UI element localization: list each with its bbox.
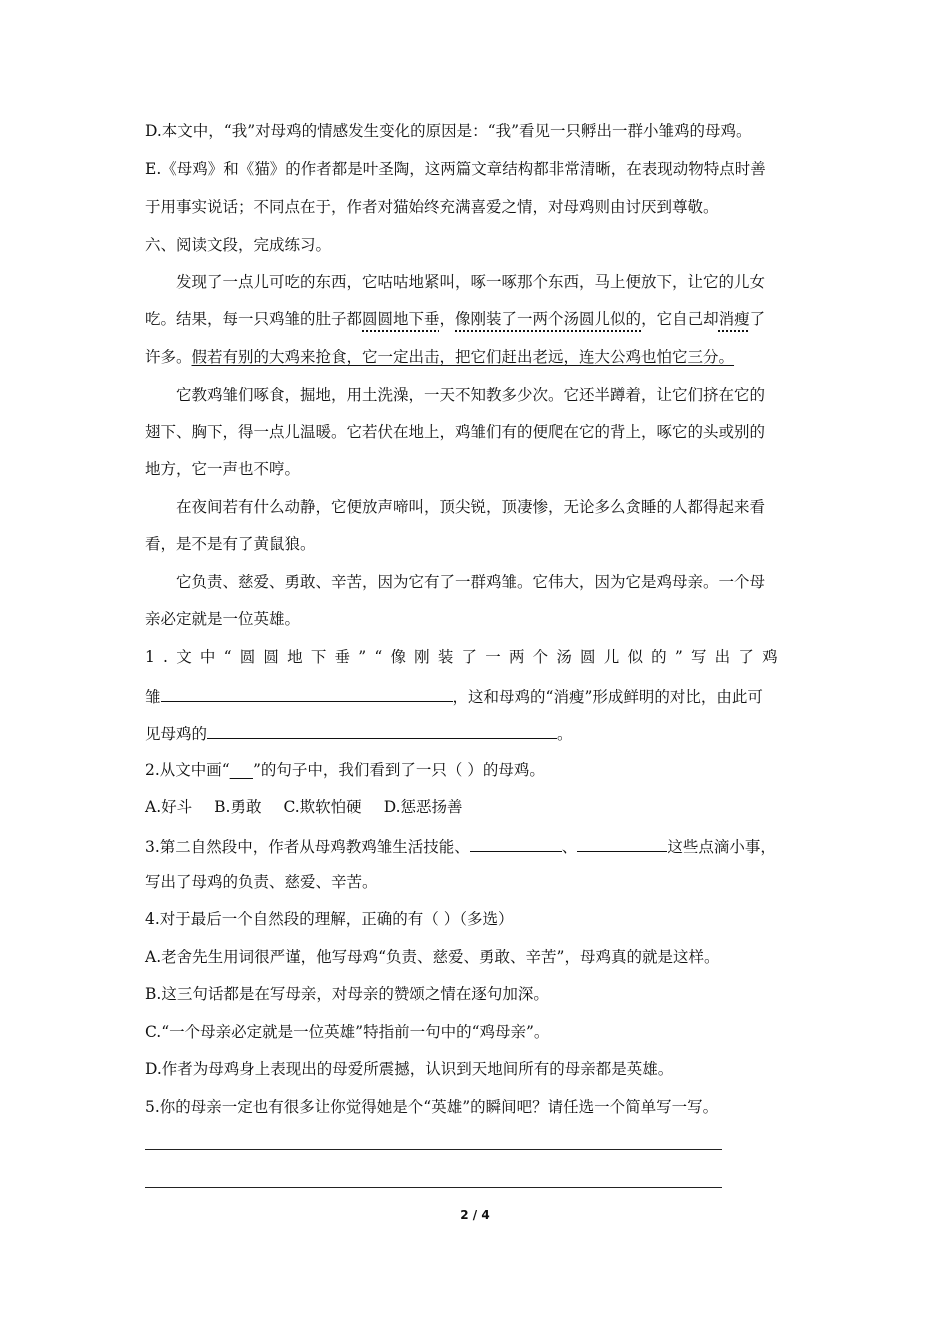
- question-4: 4.对于最后一个自然段的理解，正确的有（ ）（多选）: [145, 910, 514, 928]
- option-c[interactable]: C.欺软怕硬: [283, 798, 362, 816]
- question-4-option-c[interactable]: C.“一个母亲必定就是一位英雄”特指前一句中的“鸡母亲”。: [145, 1023, 550, 1041]
- question-1-line1: 1.文中“圆圆地下垂”“像刚装了一两个汤圆儿似的”写出了鸡: [145, 648, 786, 666]
- option-e-line1: E.《母鸡》和《猫》的作者都是叶圣陶，这两篇文章结构都非常清晰，在表现动物特点时善: [145, 160, 766, 178]
- option-d: D.本文中，“我”对母鸡的情感发生变化的原因是：“我”看见一只孵出一群小雏鸡的母鸡。: [145, 122, 752, 140]
- text-run: 。: [557, 725, 573, 743]
- question-3-line1: [145, 835, 776, 857]
- passage-p1-line2: [145, 309, 765, 329]
- answer-blank[interactable]: [207, 722, 557, 739]
- passage-p1-line1: 发现了一点儿可吃的东西，它咕咕地紧叫，啄一啄那个东西，马上便放下，让它的儿女: [176, 273, 766, 291]
- question-4-option-a[interactable]: A.老舍先生用词很严谨，他写母鸡“负责、慈爱、勇敢、辛苦”，母鸡真的就是这样。: [145, 948, 720, 966]
- text-run: 吃。结果，每一只鸡雏的肚子都: [145, 310, 363, 328]
- emphasis-dotted: 圆圆地下垂: [362, 310, 440, 328]
- question-4-option-b[interactable]: B.这三句话都是在写母亲，对母亲的赞颂之情在逐句加深。: [145, 985, 549, 1003]
- option-e-line2: 于用事实说话；不同点在于，作者对猫始终充满喜爱之情，对母鸡则由讨厌到尊敬。: [145, 198, 719, 216]
- answer-blank[interactable]: [161, 685, 453, 702]
- question-1-line2: [145, 685, 763, 707]
- question-2: [145, 760, 545, 780]
- question-4-option-d[interactable]: D.作者为母鸡身上表现出的母爱所震撼，认识到天地间所有的母亲都是英雄。: [145, 1060, 674, 1078]
- page-number: 2 / 4: [460, 1208, 490, 1222]
- answer-line[interactable]: [145, 1149, 722, 1150]
- text-run: ”的句子中，我们看到了一只（ ）的母鸡。: [252, 761, 545, 779]
- text-run: 2.从文中画“: [145, 761, 230, 779]
- question-5: 5.你的母亲一定也有很多让你觉得她是个“英雄”的瞬间吧？请任选一个简单写一写。: [145, 1098, 719, 1116]
- passage-p2-line1: 它教鸡雏们啄食，掘地，用土洗澡，一天不知教多少次。它还半蹲着，让它们挤在它的: [176, 386, 766, 404]
- text-run: 3.第二自然段中，作者从母鸡教鸡雏生活技能、: [145, 838, 470, 856]
- option-d[interactable]: D.惩恶扬善: [383, 798, 463, 816]
- emphasis-dotted: 像刚装了一两个汤圆儿似的: [455, 310, 642, 328]
- text-run: 了: [749, 310, 766, 328]
- answer-blank[interactable]: [470, 835, 562, 852]
- text-run: ，: [439, 310, 456, 328]
- question-1-line3: [145, 722, 573, 744]
- passage-p2-line3: 地方，它一声也不哼。: [145, 460, 301, 478]
- text-run: 、: [561, 838, 578, 856]
- emphasis-dotted: 消瘦: [718, 310, 750, 328]
- text-run: 见母鸡的: [145, 725, 208, 743]
- passage-p4-line1: 它负责、慈爱、勇敢、辛苦，因为它有了一群鸡雏。它伟大，因为它是鸡母亲。一个母: [176, 573, 766, 591]
- text-run: ，它自己却: [641, 310, 719, 328]
- question-2-options: [145, 797, 485, 817]
- passage-p3-line1: 在夜间若有什么动静，它便放声啼叫，顶尖锐，顶凄惨，无论多么贪睡的人都得起来看: [176, 498, 766, 516]
- underlined-sentence: 假若有别的大鸡来抢食，它一定出击，把它们赶出老远，连大公鸡也怕它三分。: [191, 348, 735, 366]
- passage-p2-line2: 翅下、胸下，得一点儿温暖。它若伏在地上，鸡雏们有的便爬在它的背上，啄它的头或别的: [145, 423, 766, 441]
- question-3-line2: 写出了母鸡的负责、慈爱、辛苦。: [145, 873, 378, 891]
- passage-p3-line2: 看，是不是有了黄鼠狼。: [145, 535, 316, 553]
- text-run: 许多。: [145, 348, 192, 366]
- underline-marker: ___: [229, 761, 253, 779]
- passage-p1-line3: [145, 347, 734, 367]
- option-b[interactable]: B.勇敢: [214, 798, 262, 816]
- text-run: ，这和母鸡的“消瘦”形成鲜明的对比，由此可: [452, 688, 763, 706]
- passage-p4-line2: 亲必定就是一位英雄。: [145, 610, 301, 628]
- text-run: 雏: [145, 688, 161, 706]
- answer-blank[interactable]: [577, 835, 667, 852]
- text-run: 这些点滴小事，: [667, 838, 776, 856]
- option-a[interactable]: A.好斗: [145, 798, 193, 816]
- section-title: 六、阅读文段，完成练习。: [145, 236, 332, 254]
- answer-line[interactable]: [145, 1187, 722, 1188]
